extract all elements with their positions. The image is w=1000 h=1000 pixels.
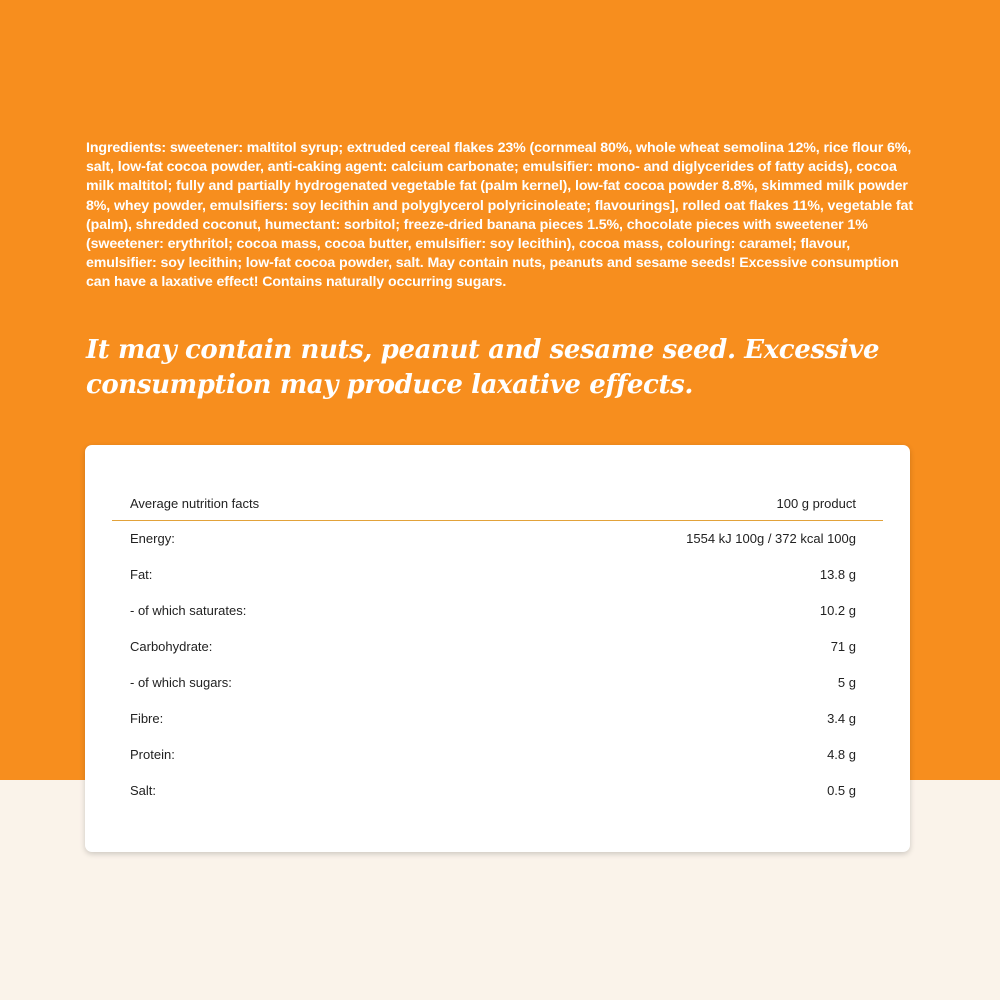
nutrition-value: 71 g [830,638,856,654]
nutrition-label: Fibre: [130,710,164,726]
nutrition-header-row [130,493,856,513]
nutrition-facts-card [85,445,910,852]
nutrition-header-label: Average nutrition facts [130,495,260,511]
nutrition-value: 4.8 g [827,746,856,762]
nutrition-label: Fat: [130,566,153,582]
nutrition-row-sugars [130,672,856,692]
nutrition-label: Energy: [130,530,175,546]
nutrition-value: 13.8 g [819,566,856,582]
nutrition-label: - of which sugars: [130,674,232,690]
nutrition-row-energy [130,528,856,548]
nutrition-value: 10.2 g [819,602,856,618]
nutrition-row-fat [130,564,856,584]
nutrition-row-salt [130,780,856,800]
nutrition-value: 3.4 g [827,710,856,726]
nutrition-value: 0.5 g [827,782,856,798]
nutrition-label: - of which saturates: [130,602,247,618]
nutrition-label: Salt: [130,782,157,798]
nutrition-header-divider [112,520,883,521]
nutrition-label: Protein: [130,746,175,762]
nutrition-value: 1554 kJ 100g / 372 kcal 100g [686,530,856,546]
nutrition-label: Carbohydrate: [130,638,213,654]
nutrition-row-fibre [130,708,856,728]
nutrition-row-saturates [130,600,856,620]
ingredients-text: Ingredients: sweetener: maltitol syrup; extruded cereal flakes 23% (cornmeal 80%, whole wheat semolina 12%, rice flour 6%, salt, low-fat cocoa powder, anti-caking agent: calcium carbonate; emulsifier: mono- and diglycerides of fatty acids), cocoa milk maltitol; fully and partially hydrogenated vegetable fat (palm kernel), low-fat cocoa powder 8.8%, skimmed milk powder 8%, whey powder, emulsifiers: soy lecithin and polyglycerol polyricinoleate; flavourings], rolled oat flakes 11%, vegetable fat (palm), shredded coconut, humectant: sorbitol; freeze-dried banana pieces 1.5%, chocolate pieces with sweetener 1% (sweetener: erythritol; cocoa mass, cocoa butter, emulsifier: soy lecithin), cocoa mass, colouring: caramel; flavour, emulsifier: soy lecithin; low-fat cocoa powder, salt. May contain nuts, peanuts and sesame seeds! Excessive consumption can have a laxative effect! Contains naturally occurring sugars. [86,140,913,291]
nutrition-row-protein [130,744,856,764]
allergen-warning: It may contain nuts, peanut and sesame seed. Excessive consumption may produce laxative effects. [86,335,880,400]
nutrition-value: 5 g [837,674,856,690]
nutrition-row-carbohydrate [130,636,856,656]
nutrition-header-value: 100 g product [776,495,856,511]
